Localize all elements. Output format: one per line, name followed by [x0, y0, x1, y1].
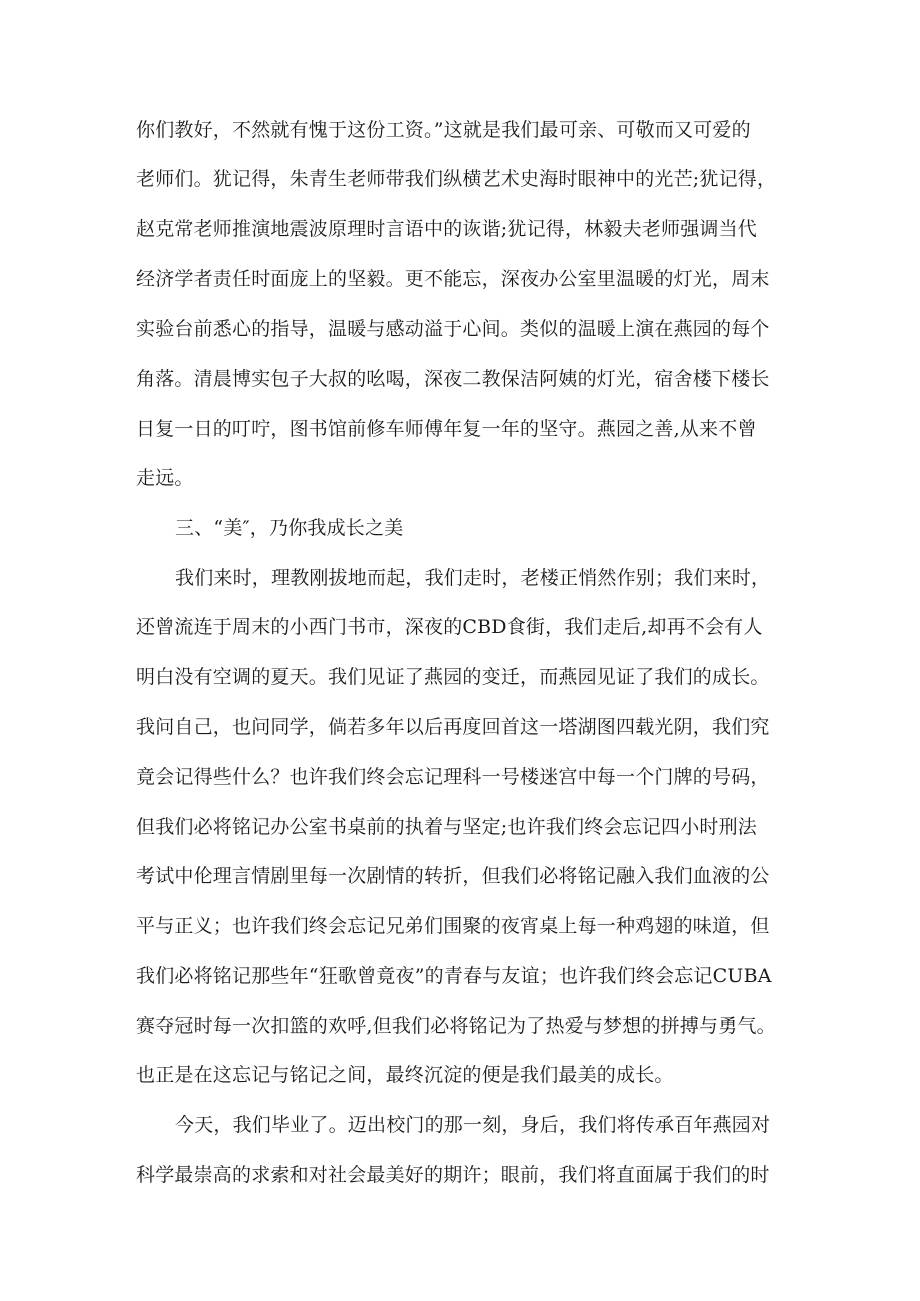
text-line-16: 考试中伦理言情剧里每一次剧情的转折，但我们必将铭记融入我们血液的公 [136, 865, 770, 887]
text-line-11: 还曾流连于周末的小西门书市，深夜的CBD食街，我们走后,却再不会有人 [136, 616, 763, 638]
text-line-14: 竟会记得些什么？也许我们终会忘记理科一号楼迷宫中每一个门牌的号码， [136, 766, 770, 788]
text-line-22: 科学最崇高的求索和对社会最美好的期许；眼前，我们将直面属于我们的时 [136, 1164, 770, 1186]
text-line-3: 赵克常老师推演地震波原理时言语中的诙谐;犹记得，林毅夫老师强调当代 [136, 218, 758, 240]
text-line-18: 我们必将铭记那些年“狂歌曾竟夜”的青春与友谊；也许我们终会忘记CUBA [136, 965, 772, 987]
text-line-13: 我问自己，也问同学，倘若多年以后再度回首这一塔湖图四载光阴，我们究 [136, 716, 770, 738]
text-line-6: 角落。清晨博实包子大叔的吆喝，深夜二教保洁阿姨的灯光，宿舍楼下楼长 [136, 368, 770, 390]
text-line-12: 明白没有空调的夏天。我们见证了燕园的变迁，而燕园见证了我们的成长。 [136, 666, 770, 688]
text-line-19: 赛夺冠时每一次扣篮的欢呼,但我们必将铭记为了热爱与梦想的拼搏与勇气。 [136, 1015, 776, 1037]
section-heading: 三、“美″，乃你我成长之美 [175, 517, 404, 539]
text-line-1: 你们教好，不然就有愧于这份工资。”这就是我们最可亲、可敬而又可爱的 [136, 119, 751, 141]
text-line-20: 也正是在这忘记与铭记之间，最终沉淀的便是我们最美的成长。 [136, 1064, 674, 1086]
text-line-8: 走远。 [136, 467, 194, 489]
text-line-15: 但我们必将铭记办公室书桌前的执着与坚定;也许我们终会忘记四小时刑法 [136, 816, 758, 838]
text-line-5: 实验台前悉心的指导，温暖与感动溢于心间。类似的温暖上演在燕园的每个 [136, 318, 770, 340]
text-line-21: 今天，我们毕业了。迈出校门的那一刻，身后，我们将传承百年燕园对 [175, 1114, 771, 1136]
text-line-10: 我们来时，理教刚拔地而起，我们走时，老楼正悄然作别；我们来时， [175, 567, 771, 589]
text-line-17: 平与正义；也许我们终会忘记兄弟们围聚的夜宵桌上每一种鸡翅的味道，但 [136, 915, 770, 937]
text-line-2: 老师们。犹记得，朱青生老师带我们纵横艺术史海时眼神中的光芒;犹记得， [136, 168, 777, 190]
text-line-4: 经济学者责任时面庞上的坚毅。更不能忘，深夜办公室里温暖的灯光，周末 [136, 268, 770, 290]
text-line-7: 日复一日的叮咛，图书馆前修车师傅年复一年的坚守。燕园之善,从来不曾 [136, 418, 757, 440]
